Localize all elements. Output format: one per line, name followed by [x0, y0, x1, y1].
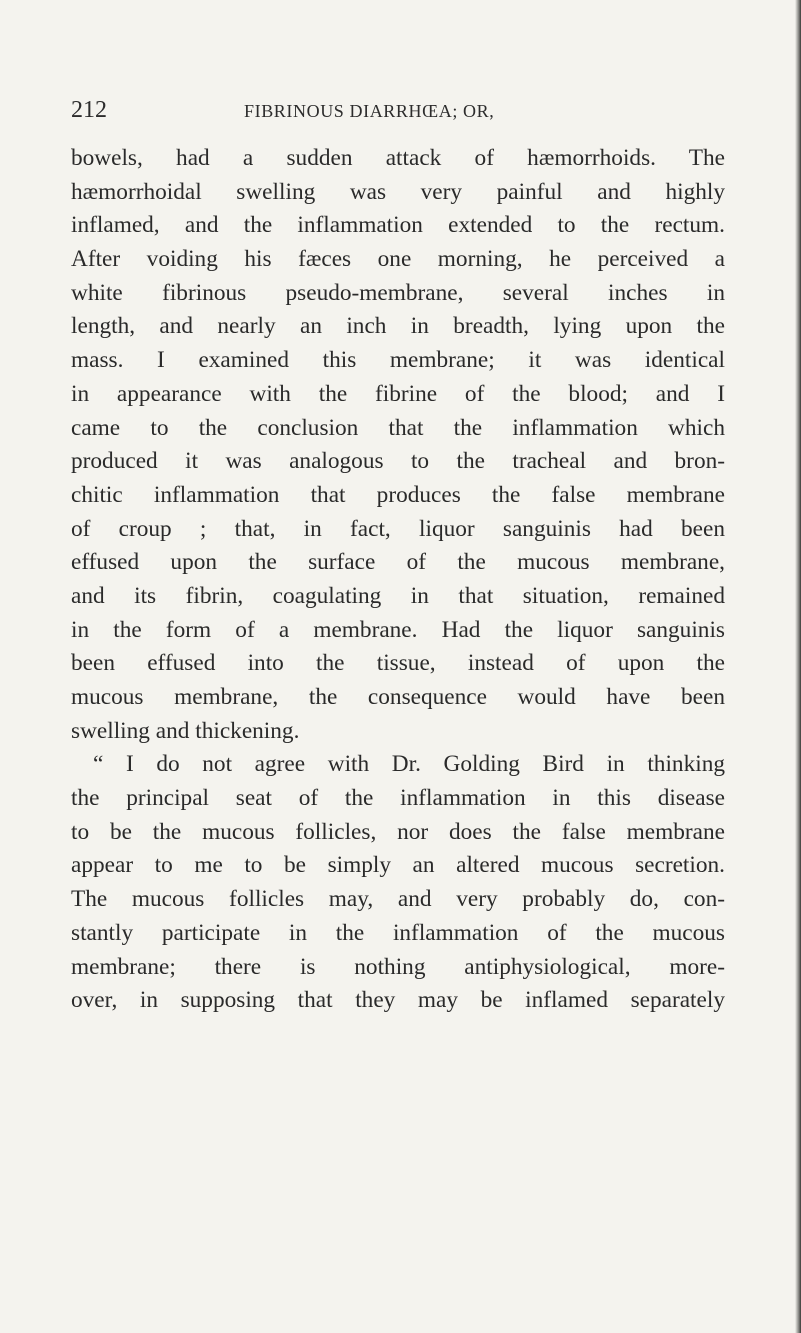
- text-line: membrane; there is nothing antiphysiological, more-: [71, 953, 725, 980]
- text-line: hæmorrhoidal swelling was very painful and highly: [71, 178, 725, 205]
- text-line: The mucous follicles may, and very probably do, con-: [71, 886, 725, 913]
- page-edge-shadow: [795, 0, 801, 1333]
- text-line: came to the conclusion that the inflammation which: [71, 414, 725, 441]
- text-line: inflamed, and the inflammation extended to the rectum.: [71, 212, 725, 239]
- text-line: produced it was analogous to the tracheal and bron-: [71, 448, 725, 475]
- text-line: in the form of a membrane. Had the liquor sanguinis: [71, 616, 725, 643]
- paragraph-end-line: swelling and thickening.: [71, 717, 300, 744]
- paragraph-start-line: “ I do not agree with Dr. Golding Bird in thinking: [93, 751, 725, 778]
- text-line: to be the mucous follicles, nor does the false membrane: [71, 818, 725, 845]
- text-line: bowels, had a sudden attack of hæmorrhoids. The: [71, 145, 725, 171]
- running-head-title: FIBRINOUS DIARRHŒA; OR,: [244, 101, 495, 121]
- body-text: [71, 142, 725, 1018]
- text-line: of croup ; that, in fact, liquor sanguinis had been: [71, 515, 725, 542]
- text-line: over, in supposing that they may be inflamed separately: [71, 987, 725, 1014]
- text-line: been effused into the tissue, instead of upon the: [71, 650, 725, 677]
- text-line: the principal seat of the inflammation in this disease: [71, 785, 725, 812]
- text-line: chitic inflammation that produces the false membrane: [71, 481, 725, 508]
- text-line: After voiding his fæces one morning, he perceived a: [71, 246, 725, 273]
- text-line: mucous membrane, the consequence would have been: [71, 684, 725, 710]
- running-head: [71, 96, 723, 124]
- text-line: and its fibrin, coagulating in that situation, remained: [71, 582, 725, 609]
- text-line: in appearance with the fibrine of the blood; and I: [71, 380, 725, 407]
- text-line: effused upon the surface of the mucous membrane,: [71, 549, 725, 576]
- text-line: appear to me to be simply an altered mucous secretion.: [71, 852, 725, 879]
- text-line: mass. I examined this membrane; it was identical: [71, 347, 725, 374]
- text-line: white fibrinous pseudo-membrane, several inches in: [71, 279, 725, 306]
- page-number: 212: [71, 97, 107, 123]
- text-line: length, and nearly an inch in breadth, lying upon the: [71, 313, 725, 340]
- text-line: stantly participate in the inflammation of the mucous: [71, 919, 725, 946]
